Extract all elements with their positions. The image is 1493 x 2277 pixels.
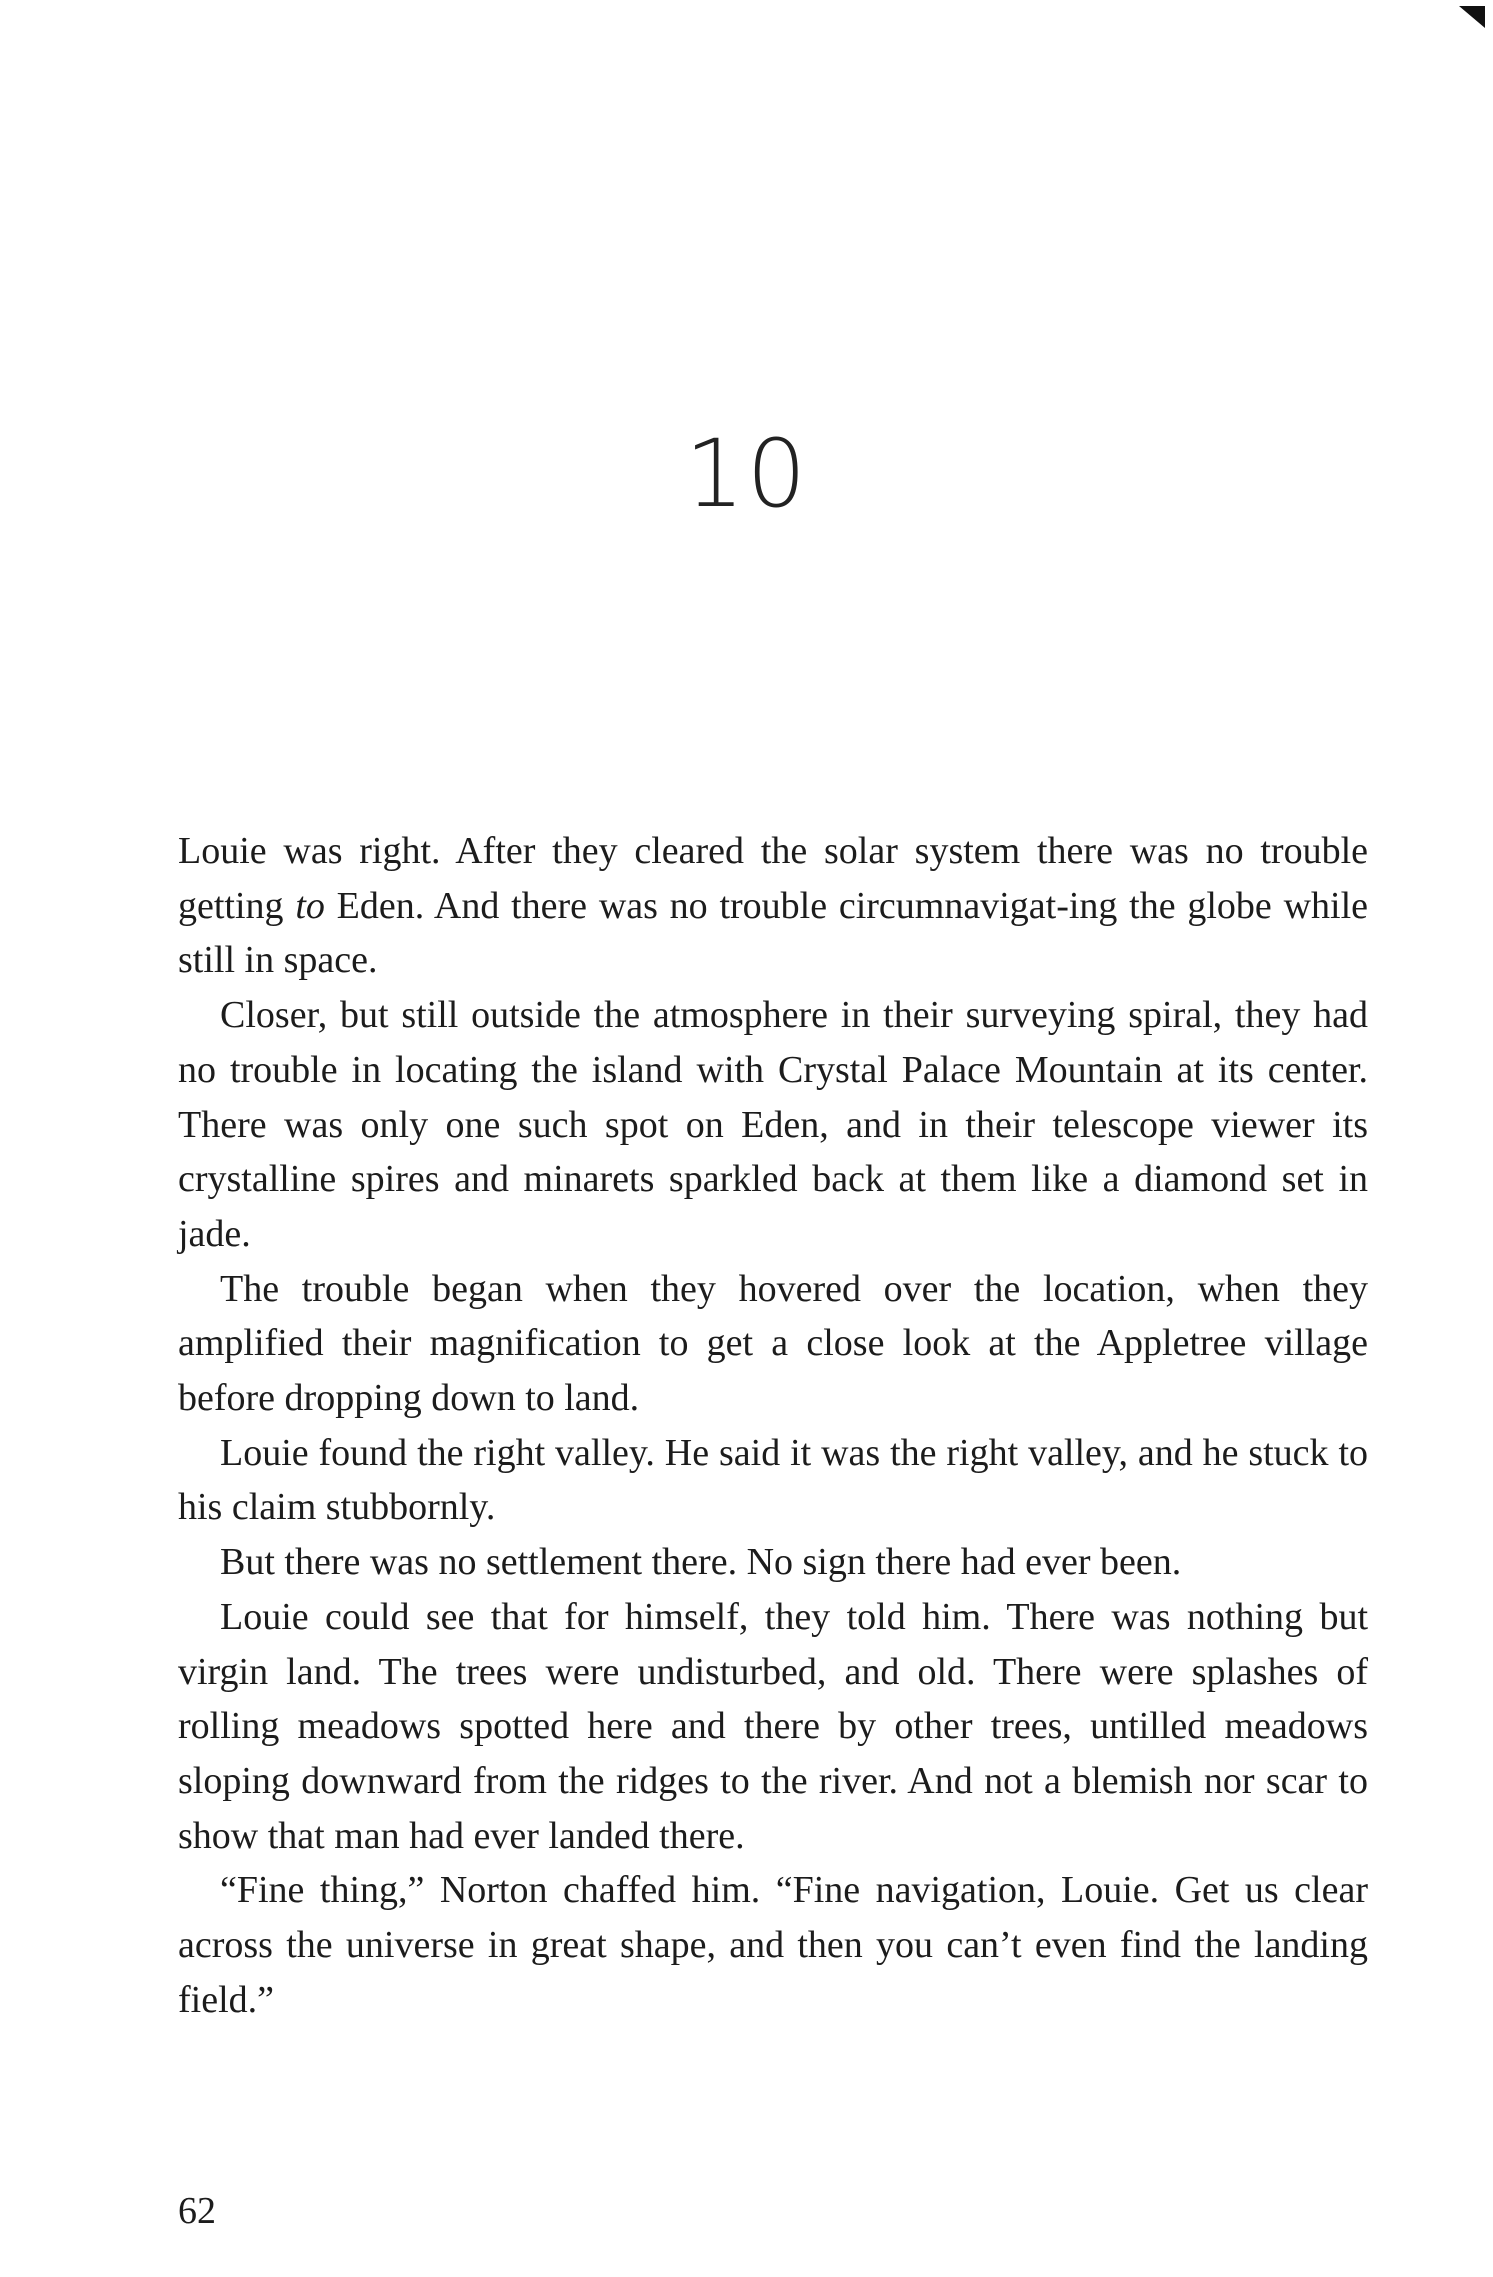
chapter-body [178, 824, 1368, 2027]
paragraph-7: “Fine thing,” Norton chaffed him. “Fine navigation, Louie. Get us clear across the universe in great shape, and then you can’t even find the landing field.” [178, 1869, 1368, 2021]
paragraph-1-emphasis: to [295, 884, 325, 927]
page-number: 62 [178, 2190, 216, 2232]
paragraph-1 [178, 824, 1368, 988]
paragraph-1-text-after: Eden. And there was no trouble circumnavigat-ing the globe while still in space. [178, 884, 1368, 982]
paragraph-5: But there was no settlement there. No sign there had ever been. [220, 1541, 1182, 1584]
paragraph-3: The trouble began when they hovered over the location, when they amplified their magnification to get a close look at the Appletree village before dropping down to land. [178, 1267, 1368, 1420]
corner-triangle-mark [1459, 6, 1485, 28]
paragraph-2: Closer, but still outside the atmosphere in their surveying spiral, they had no trouble in locating the island with Crystal Palace Mountain at its center. There was only one such spot on Eden, and in their telescope viewer its crystalline spires and minarets sparkled back at them like a diamond set in jade. [178, 994, 1368, 1255]
chapter-number: 10 [684, 420, 809, 529]
paragraph-1-text-before: Louie was right. After they cleared the solar system there was no trouble getting [178, 830, 1368, 927]
paragraph-4: Louie found the right valley. He said it was the right valley, and he stuck to his claim stubbornly. [178, 1431, 1368, 1529]
paragraph-6: Louie could see that for himself, they told him. There was nothing but virgin land. The trees were undisturbed, and old. There were splashes of rolling meadows spotted here and there by other trees, untilled meadows sloping downward from the ridges to the river. And not a blemish nor scar to show that man had ever landed there. [178, 1595, 1368, 1857]
